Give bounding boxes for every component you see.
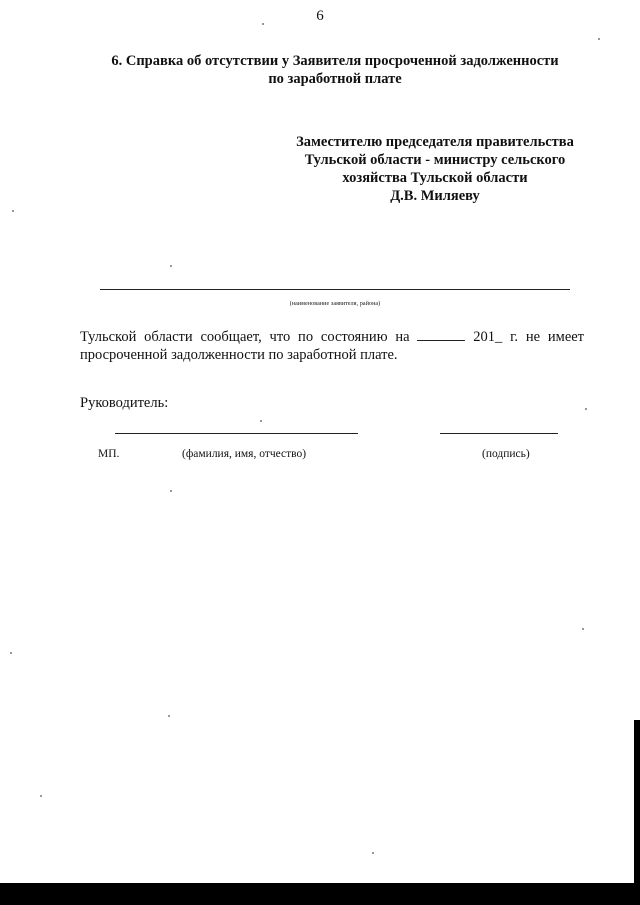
- statement-part-1: Тульской области сообщает, что по состоянию на: [80, 329, 410, 345]
- scan-speck: [260, 420, 262, 422]
- date-blank: [417, 330, 465, 341]
- scan-speck: [585, 408, 587, 410]
- addressee-line-2: Тульской области - министру сельского: [304, 152, 566, 168]
- addressee-block: [270, 133, 600, 205]
- applicant-name-line: [100, 289, 570, 290]
- scan-speck: [168, 715, 170, 717]
- applicant-caption: (наименование заявителя, района): [289, 301, 381, 307]
- addressee-line-4: Д.В. Миляеву: [390, 188, 480, 204]
- scan-speck: [598, 38, 600, 40]
- scan-edge-shadow: [634, 720, 640, 905]
- scan-speck: [170, 265, 172, 267]
- statement-line-1: [80, 328, 584, 346]
- addressee-line-1: Заместителю председателя правительства: [296, 134, 574, 150]
- scan-speck: [12, 210, 14, 212]
- addressee-line-3: хозяйства Тульской области: [342, 170, 528, 186]
- stamp-label: МП.: [98, 448, 120, 460]
- page-number: 6: [316, 8, 324, 24]
- scan-speck: [40, 795, 42, 797]
- name-caption: (фамилия, имя, отчество): [182, 448, 307, 460]
- heading-line-1: 6. Справка об отсутствии у Заявителя просроченной задолженности: [111, 53, 559, 69]
- document-heading: [60, 52, 610, 88]
- scan-speck: [582, 628, 584, 630]
- head-signature-line: [440, 433, 558, 434]
- scan-bottom-border: [0, 883, 640, 905]
- statement-line-2: просроченной задолженности по заработной плате.: [80, 347, 398, 363]
- statement-year: 201_ г. не имеет: [473, 329, 585, 345]
- head-label: Руководитель:: [80, 395, 169, 411]
- scan-speck: [372, 852, 374, 854]
- scan-speck: [262, 23, 264, 25]
- scan-speck: [10, 652, 12, 654]
- heading-line-2: по заработной плате: [268, 71, 402, 87]
- signature-caption: (подпись): [482, 448, 530, 460]
- scan-speck: [170, 490, 172, 492]
- head-name-line: [115, 433, 358, 434]
